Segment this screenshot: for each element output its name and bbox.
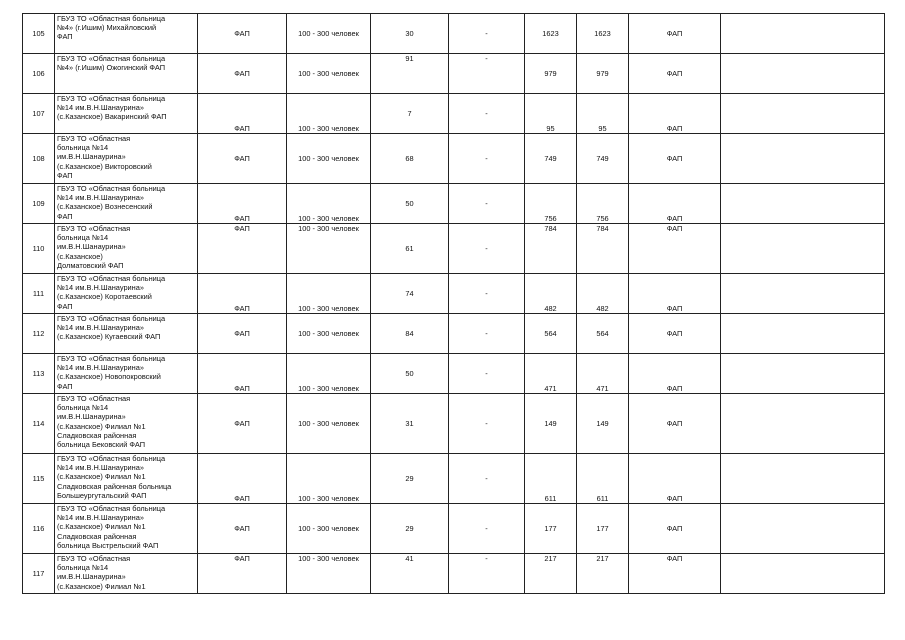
value-3 bbox=[525, 224, 577, 274]
facility-type-2-text: ФАП bbox=[666, 28, 683, 38]
capacity-range bbox=[287, 274, 371, 314]
facility-type bbox=[198, 134, 287, 184]
value-1 bbox=[371, 134, 449, 184]
facility-type-text: ФАП bbox=[234, 523, 250, 533]
capacity-range-text: 100 - 300 человек bbox=[298, 328, 359, 338]
facility-name bbox=[55, 134, 198, 184]
row-number-text: 114 bbox=[32, 418, 45, 428]
value-1-text: 50 bbox=[405, 198, 414, 208]
facility-type-2-text: ФАП bbox=[666, 328, 683, 338]
value-3-text: 149 bbox=[544, 418, 557, 428]
notes bbox=[721, 184, 885, 224]
value-3 bbox=[525, 54, 577, 94]
facility-type-text: ФАП bbox=[234, 153, 250, 163]
value-3 bbox=[525, 394, 577, 454]
value-1-text: 74 bbox=[405, 288, 414, 298]
capacity-range bbox=[287, 134, 371, 184]
value-4-text: 756 bbox=[596, 213, 609, 223]
value-1 bbox=[371, 224, 449, 274]
value-1-text: 29 bbox=[405, 523, 414, 533]
facility-name-text: ГБУЗ ТО «Областная больница №14 им.В.Н.Шанаурина» (с.Казанское) Филиал №1 Сладковская районная больница Выстрельский ФАП bbox=[57, 504, 166, 550]
capacity-range-text: 100 - 300 человек bbox=[298, 303, 359, 313]
value-3 bbox=[525, 454, 577, 504]
value-3-text: 482 bbox=[544, 303, 557, 313]
capacity-range bbox=[287, 94, 371, 134]
facility-type bbox=[198, 54, 287, 94]
notes bbox=[721, 274, 885, 314]
facility-type-text: ФАП bbox=[234, 383, 250, 393]
value-1-text: 91 bbox=[405, 54, 414, 63]
facility-type-2 bbox=[629, 134, 721, 184]
row-number bbox=[23, 504, 55, 554]
capacity-range bbox=[287, 314, 371, 354]
value-4-text: 749 bbox=[596, 153, 609, 163]
value-1-text: 68 bbox=[405, 153, 414, 163]
capacity-range bbox=[287, 504, 371, 554]
value-1 bbox=[371, 554, 449, 594]
facility-type-2 bbox=[629, 454, 721, 504]
facility-name-text: ГБУЗ ТО «Областная больница №14 им.В.Н.Шанаурина» (с.Казанское) Филиал №1 bbox=[57, 554, 146, 591]
value-4 bbox=[577, 354, 629, 394]
value-2 bbox=[449, 94, 525, 134]
value-4 bbox=[577, 184, 629, 224]
notes bbox=[721, 454, 885, 504]
value-3 bbox=[525, 14, 577, 54]
value-2-text: - bbox=[485, 418, 488, 428]
value-3-text: 95 bbox=[546, 123, 555, 133]
value-4 bbox=[577, 504, 629, 554]
row-number-text: 106 bbox=[32, 68, 45, 78]
value-2-text: - bbox=[485, 328, 488, 338]
value-1 bbox=[371, 54, 449, 94]
value-1-text: 50 bbox=[405, 368, 414, 378]
capacity-range-text: 100 - 300 человек bbox=[298, 123, 359, 133]
table-row bbox=[23, 184, 885, 224]
value-3-text: 217 bbox=[544, 554, 557, 563]
facility-type-2-text: ФАП bbox=[666, 213, 683, 223]
row-number bbox=[23, 314, 55, 354]
value-2 bbox=[449, 224, 525, 274]
row-number bbox=[23, 354, 55, 394]
row-number-text: 117 bbox=[32, 568, 45, 578]
value-2-text: - bbox=[485, 523, 488, 533]
value-2 bbox=[449, 274, 525, 314]
table-row bbox=[23, 54, 885, 94]
notes bbox=[721, 354, 885, 394]
value-1-text: 7 bbox=[407, 108, 412, 118]
facility-type bbox=[198, 184, 287, 224]
facility-type-text: ФАП bbox=[234, 68, 250, 78]
value-1 bbox=[371, 394, 449, 454]
value-4-text: 611 bbox=[596, 493, 609, 503]
value-3-text: 979 bbox=[544, 68, 557, 78]
value-4 bbox=[577, 94, 629, 134]
value-3-text: 1623 bbox=[542, 28, 559, 38]
value-3-text: 564 bbox=[544, 328, 557, 338]
notes bbox=[721, 504, 885, 554]
facility-name-text: ГБУЗ ТО «Областная больница №14 им.В.Н.Шанаурина» (с.Казанское) Филиал №1 Сладковская районная больница Бековский ФАП bbox=[57, 394, 146, 450]
facility-type-text: ФАП bbox=[234, 213, 250, 223]
value-2 bbox=[449, 184, 525, 224]
value-2 bbox=[449, 454, 525, 504]
value-1-text: 41 bbox=[405, 554, 414, 563]
value-4-text: 217 bbox=[596, 554, 609, 563]
value-2 bbox=[449, 314, 525, 354]
facility-type-2-text: ФАП bbox=[666, 418, 683, 428]
value-1 bbox=[371, 314, 449, 354]
table-row bbox=[23, 274, 885, 314]
value-1 bbox=[371, 354, 449, 394]
table-body bbox=[23, 14, 885, 594]
facility-type-2 bbox=[629, 94, 721, 134]
facility-type-2 bbox=[629, 314, 721, 354]
value-2-text: - bbox=[485, 368, 488, 378]
value-3 bbox=[525, 554, 577, 594]
value-3 bbox=[525, 134, 577, 184]
value-4 bbox=[577, 394, 629, 454]
value-1 bbox=[371, 184, 449, 224]
value-2 bbox=[449, 14, 525, 54]
facility-name bbox=[55, 504, 198, 554]
value-4-text: 564 bbox=[596, 328, 609, 338]
facility-name-text: ГБУЗ ТО «Областная больница №14 им.В.Н.Шанаурина» (с.Казанское) Долматовский ФАП bbox=[57, 224, 131, 270]
facility-name bbox=[55, 14, 198, 54]
capacity-range-text: 100 - 300 человек bbox=[298, 383, 359, 393]
value-1-text: 30 bbox=[405, 28, 414, 38]
capacity-range bbox=[287, 54, 371, 94]
table-row bbox=[23, 134, 885, 184]
value-3-text: 611 bbox=[544, 493, 557, 503]
facility-type-2 bbox=[629, 184, 721, 224]
value-2-text: - bbox=[485, 554, 488, 563]
notes bbox=[721, 14, 885, 54]
value-4 bbox=[577, 134, 629, 184]
facility-type-2-text: ФАП bbox=[666, 153, 683, 163]
table-row bbox=[23, 504, 885, 554]
value-2-text: - bbox=[485, 198, 488, 208]
facility-type bbox=[198, 14, 287, 54]
facility-type-2 bbox=[629, 554, 721, 594]
value-2 bbox=[449, 54, 525, 94]
row-number-text: 107 bbox=[32, 108, 45, 118]
facility-name bbox=[55, 554, 198, 594]
facility-name-text: ГБУЗ ТО «Областная больница №14 им.В.Н.Шанаурина» (с.Казанское) Новопокровский ФАП bbox=[57, 354, 166, 391]
row-number-text: 116 bbox=[32, 523, 45, 533]
facility-type bbox=[198, 504, 287, 554]
facility-type-2 bbox=[629, 224, 721, 274]
row-number bbox=[23, 394, 55, 454]
value-2-text: - bbox=[485, 243, 488, 253]
value-3-text: 756 bbox=[544, 213, 557, 223]
value-3-text: 749 bbox=[544, 153, 557, 163]
capacity-range bbox=[287, 554, 371, 594]
row-number bbox=[23, 54, 55, 94]
value-3-text: 784 bbox=[544, 224, 557, 233]
value-4-text: 149 bbox=[596, 418, 609, 428]
value-4-text: 471 bbox=[596, 383, 609, 393]
value-1 bbox=[371, 454, 449, 504]
facility-name bbox=[55, 224, 198, 274]
value-4-text: 482 bbox=[596, 303, 609, 313]
notes bbox=[721, 314, 885, 354]
value-1 bbox=[371, 274, 449, 314]
value-2-text: - bbox=[485, 288, 488, 298]
value-1-text: 29 bbox=[405, 473, 414, 483]
value-3-text: 471 bbox=[544, 383, 557, 393]
facility-name-text: ГБУЗ ТО «Областная больница №4» (г.Ишим) Ожогинский ФАП bbox=[57, 54, 166, 73]
facility-type-2 bbox=[629, 504, 721, 554]
row-number-text: 113 bbox=[32, 368, 45, 378]
value-2-text: - bbox=[485, 108, 488, 118]
facility-type bbox=[198, 94, 287, 134]
row-number bbox=[23, 554, 55, 594]
facility-type bbox=[198, 274, 287, 314]
value-4 bbox=[577, 314, 629, 354]
table-row bbox=[23, 14, 885, 54]
value-4 bbox=[577, 454, 629, 504]
facility-type-2-text: ФАП bbox=[666, 123, 683, 133]
row-number bbox=[23, 224, 55, 274]
capacity-range bbox=[287, 184, 371, 224]
notes bbox=[721, 134, 885, 184]
table-row bbox=[23, 554, 885, 594]
facility-type-2-text: ФАП bbox=[666, 493, 683, 503]
value-4 bbox=[577, 274, 629, 314]
value-4-text: 95 bbox=[598, 123, 607, 133]
value-4 bbox=[577, 224, 629, 274]
facility-type-text: ФАП bbox=[234, 418, 250, 428]
capacity-range-text: 100 - 300 человек bbox=[298, 68, 359, 78]
value-1 bbox=[371, 14, 449, 54]
notes bbox=[721, 224, 885, 274]
row-number bbox=[23, 274, 55, 314]
capacity-range bbox=[287, 454, 371, 504]
capacity-range bbox=[287, 354, 371, 394]
facility-type-2-text: ФАП bbox=[666, 523, 683, 533]
value-4 bbox=[577, 54, 629, 94]
capacity-range-text: 100 - 300 человек bbox=[298, 153, 359, 163]
facility-name bbox=[55, 454, 198, 504]
facility-type-text: ФАП bbox=[234, 493, 250, 503]
table-row bbox=[23, 94, 885, 134]
capacity-range-text: 100 - 300 человек bbox=[298, 523, 359, 533]
value-2 bbox=[449, 504, 525, 554]
value-3 bbox=[525, 354, 577, 394]
row-number bbox=[23, 184, 55, 224]
facility-name-text: ГБУЗ ТО «Областная больница №14 им.В.Н.Шанаурина» (с.Казанское) Кугаевский ФАП bbox=[57, 314, 166, 342]
value-1-text: 31 bbox=[405, 418, 414, 428]
notes bbox=[721, 94, 885, 134]
facilities-table bbox=[22, 13, 885, 594]
capacity-range-text: 100 - 300 человек bbox=[298, 493, 359, 503]
capacity-range-text: 100 - 300 человек bbox=[298, 28, 359, 38]
value-4-text: 979 bbox=[596, 68, 609, 78]
row-number-text: 105 bbox=[32, 28, 45, 38]
value-3-text: 177 bbox=[544, 523, 557, 533]
value-1-text: 61 bbox=[405, 243, 414, 253]
facility-name-text: ГБУЗ ТО «Областная больница №14 им.В.Н.Шанаурина» (с.Казанское) Коротаевский ФАП bbox=[57, 274, 166, 311]
facility-type bbox=[198, 354, 287, 394]
facility-type-2 bbox=[629, 274, 721, 314]
table-row bbox=[23, 314, 885, 354]
capacity-range bbox=[287, 14, 371, 54]
value-4-text: 177 bbox=[596, 523, 609, 533]
value-2 bbox=[449, 354, 525, 394]
value-2-text: - bbox=[485, 473, 488, 483]
facility-type-2-text: ФАП bbox=[666, 303, 683, 313]
facility-type-text: ФАП bbox=[234, 123, 250, 133]
facility-name bbox=[55, 54, 198, 94]
value-3 bbox=[525, 274, 577, 314]
notes bbox=[721, 54, 885, 94]
facility-type bbox=[198, 314, 287, 354]
row-number-text: 108 bbox=[32, 153, 45, 163]
facility-type-text: ФАП bbox=[234, 224, 250, 233]
table-row bbox=[23, 354, 885, 394]
facility-type-2-text: ФАП bbox=[666, 68, 683, 78]
capacity-range-text: 100 - 300 человек bbox=[298, 224, 359, 233]
facility-type-2 bbox=[629, 394, 721, 454]
capacity-range bbox=[287, 224, 371, 274]
facility-name bbox=[55, 314, 198, 354]
value-1 bbox=[371, 94, 449, 134]
facility-type-2 bbox=[629, 354, 721, 394]
value-2 bbox=[449, 134, 525, 184]
facility-name-text: ГБУЗ ТО «Областная больница №14 им.В.Н.Шанаурина» (с.Казанское) Вакаринский ФАП bbox=[57, 94, 167, 122]
value-1-text: 84 bbox=[405, 328, 414, 338]
facility-name-text: ГБУЗ ТО «Областная больница №14 им.В.Н.Шанаурина» (с.Казанское) Викторовский ФАП bbox=[57, 134, 152, 180]
value-3 bbox=[525, 504, 577, 554]
facility-name bbox=[55, 354, 198, 394]
facility-type-2-text: ФАП bbox=[666, 383, 683, 393]
capacity-range-text: 100 - 300 человек bbox=[298, 554, 359, 563]
table-row bbox=[23, 224, 885, 274]
notes bbox=[721, 394, 885, 454]
facility-name bbox=[55, 94, 198, 134]
value-3 bbox=[525, 184, 577, 224]
facility-name-text: ГБУЗ ТО «Областная больница №4» (г.Ишим) Михайловский ФАП bbox=[57, 14, 166, 42]
capacity-range-text: 100 - 300 человек bbox=[298, 418, 359, 428]
table-row bbox=[23, 394, 885, 454]
row-number-text: 110 bbox=[32, 243, 45, 253]
facility-name bbox=[55, 274, 198, 314]
facility-type-2-text: ФАП bbox=[666, 224, 683, 233]
facility-type-2 bbox=[629, 54, 721, 94]
row-number-text: 115 bbox=[32, 473, 45, 483]
value-4-text: 1623 bbox=[594, 28, 611, 38]
facility-name bbox=[55, 394, 198, 454]
row-number bbox=[23, 94, 55, 134]
value-3 bbox=[525, 94, 577, 134]
value-2 bbox=[449, 394, 525, 454]
value-4-text: 784 bbox=[596, 224, 609, 233]
facility-type-text: ФАП bbox=[234, 303, 250, 313]
value-3 bbox=[525, 314, 577, 354]
capacity-range-text: 100 - 300 человек bbox=[298, 213, 359, 223]
facility-name-text: ГБУЗ ТО «Областная больница №14 им.В.Н.Шанаурина» (с.Казанское) Филиал №1 Сладковская районная больница Большеургутальский ФАП bbox=[57, 454, 172, 500]
value-2-text: - bbox=[485, 28, 488, 38]
facility-type bbox=[198, 454, 287, 504]
row-number bbox=[23, 14, 55, 54]
value-4 bbox=[577, 14, 629, 54]
value-1 bbox=[371, 504, 449, 554]
table-row bbox=[23, 454, 885, 504]
facility-name-text: ГБУЗ ТО «Областная больница №14 им.В.Н.Шанаурина» (с.Казанское) Вознесенский ФАП bbox=[57, 184, 166, 221]
facility-type-text: ФАП bbox=[234, 554, 250, 563]
facility-type bbox=[198, 554, 287, 594]
facility-type-text: ФАП bbox=[234, 28, 250, 38]
row-number-text: 111 bbox=[32, 288, 45, 298]
facility-type-text: ФАП bbox=[234, 328, 250, 338]
row-number-text: 112 bbox=[32, 328, 45, 338]
row-number-text: 109 bbox=[32, 198, 45, 208]
row-number bbox=[23, 454, 55, 504]
notes bbox=[721, 554, 885, 594]
row-number bbox=[23, 134, 55, 184]
value-2-text: - bbox=[485, 54, 488, 63]
facility-name bbox=[55, 184, 198, 224]
value-4 bbox=[577, 554, 629, 594]
facility-type-2-text: ФАП bbox=[666, 554, 683, 563]
value-2-text: - bbox=[485, 153, 488, 163]
facility-type bbox=[198, 394, 287, 454]
value-2 bbox=[449, 554, 525, 594]
capacity-range bbox=[287, 394, 371, 454]
facility-type bbox=[198, 224, 287, 274]
facility-type-2 bbox=[629, 14, 721, 54]
